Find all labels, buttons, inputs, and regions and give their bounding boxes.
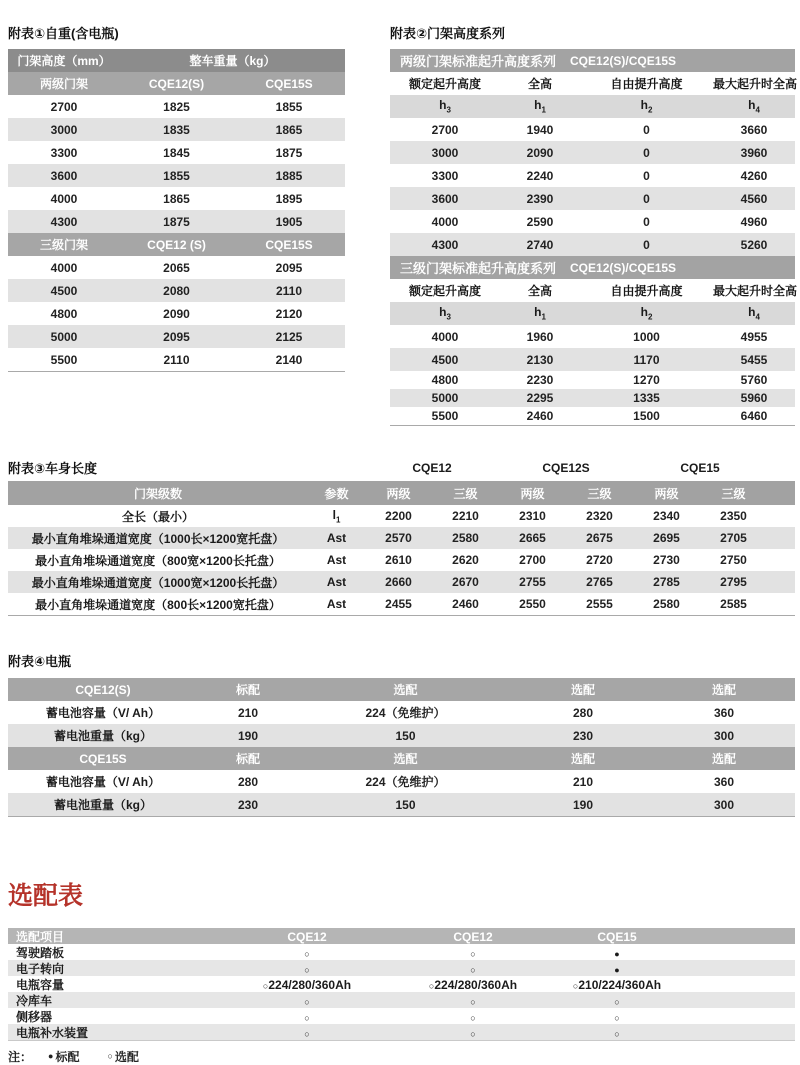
t3-stage-header: 两级 xyxy=(520,486,545,501)
t4-section-header-row xyxy=(8,747,795,770)
t1-cell: 2110 xyxy=(275,283,303,298)
t2-cell: 0 xyxy=(643,122,650,137)
t2-cell: 4960 xyxy=(740,214,768,229)
t3-cell: 2720 xyxy=(586,553,613,567)
t2-data-row xyxy=(390,210,795,233)
t2-cell: 4800 xyxy=(431,373,459,387)
t4-data-row xyxy=(8,724,795,747)
t2-cell: 5960 xyxy=(740,391,768,405)
table3-body-length-table xyxy=(8,455,795,616)
options-cell: ○ xyxy=(470,1012,476,1023)
options-section xyxy=(8,883,795,1065)
t3-cell: 2570 xyxy=(385,531,412,545)
t2-cell: 2090 xyxy=(526,145,554,160)
t1-cell: 4000 xyxy=(50,191,78,206)
t2-col-header: 额定起升高度 xyxy=(408,77,481,91)
t1-data-row xyxy=(8,302,345,325)
t4-cell: 360 xyxy=(713,705,735,720)
t3-cell: 2620 xyxy=(452,553,479,567)
t4-col-header: 选配 xyxy=(711,683,736,697)
t3-cell: 2210 xyxy=(452,509,479,523)
t1-cell: 1825 xyxy=(163,99,190,114)
t2-col-header: 全高 xyxy=(527,77,552,91)
options-cell: ● xyxy=(614,948,620,959)
t1-cell: 1875 xyxy=(163,214,190,229)
t2-band-label: 两级门架标准起升高度系列 xyxy=(400,54,557,69)
t2-data-row xyxy=(390,371,795,389)
t2-cell: 2130 xyxy=(526,352,554,367)
t2-cell: 2590 xyxy=(526,214,554,229)
t3-cell: 2670 xyxy=(452,575,479,589)
t3-row-label: 最小直角堆垛通道宽度（800宽×1200长托盘） xyxy=(35,553,281,568)
t1-data-row xyxy=(8,164,345,187)
t2-symbol-header: $h_3$ xyxy=(439,98,451,115)
t3-stage-header: 三级 xyxy=(721,486,746,501)
t3-cell: 2200 xyxy=(385,509,412,523)
t4-section-header-row xyxy=(8,678,795,701)
t3-cell: 2730 xyxy=(653,553,680,567)
t2-cell: 2230 xyxy=(526,373,554,387)
t3-row-label: 全长（最小） xyxy=(121,509,194,524)
t2-cell: 3600 xyxy=(431,191,459,206)
t3-cell: 2705 xyxy=(720,531,747,545)
t3-model-header: CQE12 xyxy=(412,461,452,475)
t1-cell: 2125 xyxy=(275,329,303,344)
t4-cell: 230 xyxy=(572,728,594,743)
t3-param-cell: Ast xyxy=(326,575,347,589)
t2-band-model: CQE12(S)/CQE15S xyxy=(570,260,677,275)
t3-col-header-param: 参数 xyxy=(324,486,349,501)
t3-cell: 2765 xyxy=(586,575,613,589)
t4-col-header: 标配 xyxy=(235,752,260,766)
t2-cell: 2390 xyxy=(526,191,554,206)
t1-section-header-row xyxy=(8,72,345,95)
t3-cell: 2310 xyxy=(519,509,546,523)
t3-data-row xyxy=(8,549,795,571)
options-cell: ○ xyxy=(614,996,620,1007)
t3-row-label: 最小直角堆垛通道宽度（800长×1200宽托盘） xyxy=(35,597,281,612)
table4-section xyxy=(8,655,795,817)
t2-col-header-row xyxy=(390,72,798,95)
t2-cell: 6460 xyxy=(740,409,768,423)
t1-data-row xyxy=(8,348,345,371)
t1-cell: 1895 xyxy=(275,191,303,206)
t2-cell: 1270 xyxy=(633,373,660,387)
options-cell: ○ xyxy=(470,948,476,959)
t3-models-row xyxy=(8,455,795,481)
t4-cell: 190 xyxy=(237,728,259,743)
t2-cell: 4500 xyxy=(431,352,459,367)
t3-header-row xyxy=(8,481,795,505)
options-data-row xyxy=(8,976,795,992)
t1-section-label: 三级门架 xyxy=(39,238,88,252)
options-table xyxy=(8,928,795,1041)
t2-cell: 3660 xyxy=(740,122,768,137)
t1-cell: 3600 xyxy=(50,168,78,183)
options-row-label: 冷库车 xyxy=(16,994,53,1008)
t4-col-header: 选配 xyxy=(393,752,418,766)
t3-cell: 2675 xyxy=(586,531,613,545)
t2-col-header: 最大起升时全高 xyxy=(713,77,798,91)
t4-cell: 360 xyxy=(713,774,735,789)
t2-data-row xyxy=(390,164,795,187)
t4-model-label: CQE12(S) xyxy=(75,682,131,697)
t3-col-header-mast-stages: 门架级数 xyxy=(133,486,182,501)
t1-cell: 4500 xyxy=(50,283,78,298)
t1-model-header: CQE15S xyxy=(265,237,313,252)
t1-cell: 1865 xyxy=(163,191,190,206)
t4-model-label: CQE15S xyxy=(79,751,127,766)
t2-cell: 4000 xyxy=(431,214,459,229)
t3-cell: 2460 xyxy=(452,597,479,611)
options-cell: ○224/280/360Ah xyxy=(428,977,518,992)
t2-band-row xyxy=(390,49,795,72)
t2-cell: 1500 xyxy=(633,409,660,423)
t2-cell: 0 xyxy=(643,237,650,252)
options-cell: ○ xyxy=(304,1028,310,1039)
t2-data-row xyxy=(390,407,795,425)
t3-cell: 2665 xyxy=(519,531,546,545)
t1-cell: 4800 xyxy=(50,306,78,321)
options-cell: ○ xyxy=(304,964,310,975)
t2-col-header: 额定起升高度 xyxy=(408,284,481,298)
t3-param-cell: Ast xyxy=(326,553,347,567)
t2-cell: 0 xyxy=(643,191,650,206)
t1-cell: 2120 xyxy=(275,306,303,321)
t4-cell: 224（免维护） xyxy=(365,775,446,789)
t1-cell: 2140 xyxy=(275,352,303,367)
t2-data-row xyxy=(390,325,795,348)
t4-data-row xyxy=(8,701,795,724)
t2-symbol-header: $h_2$ xyxy=(640,98,653,115)
t3-param-cell: $l_1$ xyxy=(332,507,341,525)
note-prefix: 注： xyxy=(8,1050,33,1064)
t1-data-row xyxy=(8,95,345,118)
options-cell: ○ xyxy=(304,996,310,1007)
t4-cell: 300 xyxy=(713,728,735,743)
t4-cell: 280 xyxy=(572,705,594,720)
t2-band-model: CQE12(S)/CQE15S xyxy=(570,53,677,68)
t1-cell: 1885 xyxy=(275,168,303,183)
t2-col-header-row xyxy=(390,279,798,302)
options-col-header: CQE15 xyxy=(597,929,637,944)
t1-data-row xyxy=(8,118,345,141)
options-cell: ○ xyxy=(614,1028,620,1039)
t1-cell: 1905 xyxy=(275,214,303,229)
t3-stage-header: 两级 xyxy=(654,486,679,501)
t1-cell: 3000 xyxy=(50,122,78,137)
t1-col-header-mast-height: 门架高度（mm） xyxy=(17,54,111,68)
t2-symbol-header: $h_4$ xyxy=(748,98,760,115)
t4-cell: 300 xyxy=(713,797,735,812)
t2-symbol-header: $h_1$ xyxy=(534,98,546,115)
options-cell: ○ xyxy=(304,1012,310,1023)
t3-param-cell: Ast xyxy=(326,597,347,611)
t1-cell: 2065 xyxy=(163,260,190,275)
t3-stage-header: 三级 xyxy=(587,486,612,501)
options-note xyxy=(8,1048,795,1065)
t1-header-row xyxy=(8,49,345,72)
t2-cell: 5760 xyxy=(740,373,768,387)
t4-col-header: 选配 xyxy=(393,683,418,697)
t1-cell: 1855 xyxy=(275,99,303,114)
t2-col-header: 最大起升时全高 xyxy=(713,284,798,298)
table3-section xyxy=(8,455,795,616)
t4-cell: 210 xyxy=(237,705,259,720)
t2-cell: 5260 xyxy=(740,237,768,252)
options-cell: ○ xyxy=(304,948,310,959)
t3-stage-header: 三级 xyxy=(453,486,478,501)
t4-cell: 280 xyxy=(237,774,259,789)
t3-data-row xyxy=(8,593,795,615)
options-row-label: 电子转向 xyxy=(16,962,65,976)
options-data-row xyxy=(8,1024,795,1040)
t4-row-label: 蓄电池重量（kg） xyxy=(53,798,152,812)
t2-cell: 0 xyxy=(643,214,650,229)
t3-cell: 2785 xyxy=(653,575,680,589)
t1-model-header: CQE12(S) xyxy=(148,76,205,91)
t2-symbol-header: $h_3$ xyxy=(439,305,451,322)
t2-band-label: 三级门架标准起升高度系列 xyxy=(400,261,557,276)
t1-cell: 4000 xyxy=(50,260,78,275)
t4-cell: 210 xyxy=(572,774,594,789)
t3-model-header: CQE15 xyxy=(680,461,720,475)
table2-title: 附表②门架高度系列 xyxy=(390,26,506,41)
t2-symbol-header: $h_4$ xyxy=(748,305,760,322)
t2-col-header: 自由提升高度 xyxy=(610,284,683,298)
t3-cell: 2350 xyxy=(720,509,747,523)
t2-band-row xyxy=(390,256,795,279)
t3-stage-header: 两级 xyxy=(386,486,411,501)
t1-cell: 2080 xyxy=(163,283,190,298)
t2-data-row xyxy=(390,233,795,256)
t4-cell: 224（免维护） xyxy=(365,706,446,720)
t3-model-header: CQE12S xyxy=(542,461,590,475)
t2-cell: 3960 xyxy=(740,145,768,160)
options-data-row xyxy=(8,992,795,1008)
t2-cell: 1000 xyxy=(633,329,660,344)
t2-cell: 1940 xyxy=(526,122,554,137)
options-col-header: CQE12 xyxy=(453,929,493,944)
options-cell: ○ xyxy=(614,1012,620,1023)
t1-cell: 1845 xyxy=(163,145,190,160)
t1-cell: 2700 xyxy=(50,99,78,114)
table1-title: 附表①自重(含电瓶) xyxy=(8,26,119,41)
t3-param-cell: Ast xyxy=(326,531,347,545)
t1-cell: 1835 xyxy=(163,122,190,137)
t1-cell: 2095 xyxy=(275,260,303,275)
t4-cell: 230 xyxy=(237,797,259,812)
t3-cell: 2455 xyxy=(385,597,412,611)
options-title: 选配表 xyxy=(8,882,84,910)
t2-cell: 0 xyxy=(643,145,650,160)
t1-data-row xyxy=(8,210,345,233)
t1-data-row xyxy=(8,187,345,210)
t1-cell: 5000 xyxy=(50,329,78,344)
t2-col-header: 全高 xyxy=(527,284,552,298)
options-cell: ○ xyxy=(470,996,476,1007)
t2-data-row xyxy=(390,187,795,210)
t3-data-row xyxy=(8,571,795,593)
options-col-header: CQE12 xyxy=(287,929,327,944)
t2-cell: 2460 xyxy=(526,409,554,423)
t3-row-label: 最小直角堆垛通道宽度（1000宽×1200长托盘） xyxy=(31,575,285,590)
t2-cell: 3000 xyxy=(431,145,459,160)
t1-cell: 1865 xyxy=(275,122,303,137)
t4-cell: 190 xyxy=(572,797,594,812)
t3-cell: 2555 xyxy=(586,597,613,611)
note-legend-item: ● 标配 xyxy=(48,1050,80,1064)
options-cell: ● xyxy=(614,964,620,975)
t4-row-label: 蓄电池重量（kg） xyxy=(53,729,152,743)
t2-cell: 5000 xyxy=(431,391,459,405)
t1-cell: 4300 xyxy=(50,214,78,229)
t2-data-row xyxy=(390,118,795,141)
t2-cell: 4955 xyxy=(740,329,768,344)
options-cell: ○224/280/360Ah xyxy=(262,977,352,992)
t2-cell: 4000 xyxy=(431,329,459,344)
t3-cell: 2660 xyxy=(385,575,412,589)
t2-cell: 4300 xyxy=(431,237,459,252)
t2-cell: 5500 xyxy=(431,409,459,423)
t1-col-header-total-weight: 整车重量（kg） xyxy=(189,54,276,68)
t4-data-row xyxy=(8,793,795,816)
options-cell: ○ xyxy=(470,964,476,975)
t4-cell: 150 xyxy=(395,797,416,812)
t1-cell: 2110 xyxy=(163,352,190,367)
t3-data-row xyxy=(8,527,795,549)
t2-cell: 3300 xyxy=(431,168,459,183)
table3-title: 附表③车身长度 xyxy=(8,461,98,476)
t3-cell: 2580 xyxy=(452,531,479,545)
t1-cell: 1875 xyxy=(275,145,303,160)
t2-cell: 1960 xyxy=(526,329,554,344)
t3-cell: 2695 xyxy=(653,531,680,545)
t1-cell: 5500 xyxy=(50,352,78,367)
t3-row-label: 最小直角堆垛通道宽度（1000长×1200宽托盘） xyxy=(31,531,285,546)
t3-cell: 2580 xyxy=(653,597,680,611)
t1-section-label: 两级门架 xyxy=(39,77,88,91)
t1-cell: 2090 xyxy=(163,306,190,321)
options-col-header: 选配项目 xyxy=(16,930,65,944)
t3-data-row xyxy=(8,505,795,527)
table1-self-weight-table xyxy=(8,49,345,372)
t1-cell: 2095 xyxy=(163,329,190,344)
t4-col-header: 选配 xyxy=(570,752,595,766)
t3-cell: 2795 xyxy=(720,575,747,589)
options-row-label: 电瓶容量 xyxy=(16,978,65,992)
t1-data-row xyxy=(8,141,345,164)
t2-col-header: 自由提升高度 xyxy=(610,77,683,91)
t4-col-header: 选配 xyxy=(711,752,736,766)
options-data-row xyxy=(8,1008,795,1024)
t2-cell: 2700 xyxy=(431,122,459,137)
t3-cell: 2340 xyxy=(653,509,680,523)
t1-section-header-row xyxy=(8,233,345,256)
options-header-row xyxy=(8,928,795,944)
t2-symbol-row xyxy=(390,302,795,325)
t2-cell: 5455 xyxy=(740,352,768,367)
options-data-row xyxy=(8,944,795,960)
t2-cell: 2295 xyxy=(526,391,554,405)
options-data-row xyxy=(8,960,795,976)
table2-section xyxy=(390,26,798,426)
t2-symbol-row xyxy=(390,95,795,118)
table4-battery-table xyxy=(8,678,795,817)
table2-mast-height-table xyxy=(390,49,798,426)
t2-cell: 2740 xyxy=(526,237,554,252)
t4-row-label: 蓄电池容量（V/ Ah） xyxy=(45,775,161,789)
table1-section xyxy=(8,27,345,372)
t3-cell: 2755 xyxy=(519,575,546,589)
t1-data-row xyxy=(8,279,345,302)
t1-model-header: CQE12 (S) xyxy=(147,237,206,252)
t4-col-header: 标配 xyxy=(235,683,260,697)
t2-cell: 2240 xyxy=(526,168,554,183)
t4-col-header: 选配 xyxy=(570,683,595,697)
t4-row-label: 蓄电池容量（V/ Ah） xyxy=(45,706,161,720)
note-legend-item: ○ 选配 xyxy=(107,1050,139,1064)
t3-cell: 2550 xyxy=(519,597,546,611)
t2-symbol-header: $h_1$ xyxy=(534,305,546,322)
t1-data-row xyxy=(8,256,345,279)
t2-cell: 1170 xyxy=(633,352,660,367)
t3-cell: 2585 xyxy=(720,597,747,611)
t3-cell: 2750 xyxy=(720,553,747,567)
table4-title: 附表④电瓶 xyxy=(8,654,72,669)
t2-data-row xyxy=(390,389,795,407)
options-cell: ○ xyxy=(470,1028,476,1039)
t2-cell: 4260 xyxy=(740,168,768,183)
t1-data-row xyxy=(8,325,345,348)
options-cell: ○210/224/360Ah xyxy=(572,977,662,992)
t2-cell: 0 xyxy=(643,168,650,183)
t2-cell: 1335 xyxy=(633,391,660,405)
t4-data-row xyxy=(8,770,795,793)
t3-cell: 2610 xyxy=(385,553,412,567)
t2-data-row xyxy=(390,141,795,164)
options-row-label: 侧移器 xyxy=(16,1010,53,1024)
t2-cell: 4560 xyxy=(740,191,768,206)
t1-cell: 3300 xyxy=(50,145,78,160)
t4-cell: 150 xyxy=(395,728,416,743)
t1-model-header: CQE15S xyxy=(265,76,313,91)
t1-cell: 1855 xyxy=(163,168,190,183)
options-row-label: 驾驶踏板 xyxy=(16,946,65,960)
options-row-label: 电瓶补水装置 xyxy=(16,1026,89,1040)
t2-symbol-header: $h_2$ xyxy=(640,305,653,322)
t2-data-row xyxy=(390,348,795,371)
t3-cell: 2320 xyxy=(586,509,613,523)
t3-cell: 2700 xyxy=(519,553,546,567)
